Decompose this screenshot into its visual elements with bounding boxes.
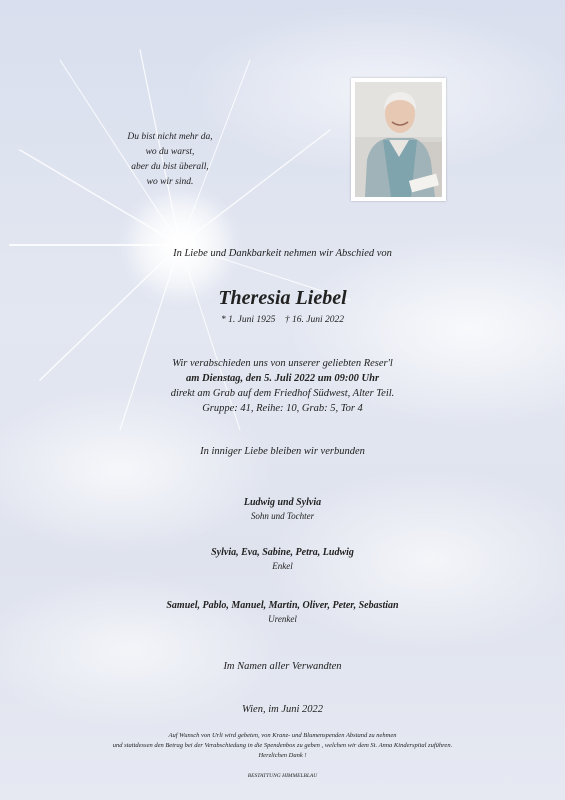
portrait-photo [351,78,446,201]
intro-text: In Liebe und Dankbarkeit nehmen wir Abschied von [173,248,392,259]
quote-line: wo wir sind. [146,177,194,187]
mourner-names: Ludwig und Sylvia [243,497,322,508]
grave-details: Gruppe: 41, Reihe: 10, Grab: 5, Tor 4 [202,403,363,414]
ceremony-date: am Dienstag, den 5. Juli 2022 um 09:00 Uhr [185,373,380,384]
closing-line: In inniger Liebe bleiben wir verbunden [200,446,365,457]
portrait-image [355,82,442,197]
farewell-line: Wir verabschieden uns von unserer geliebten Reser'l [172,358,393,369]
funeral-home: BESTATTUNG HIMMELBLAU [247,773,318,779]
mourner-names: Samuel, Pablo, Manuel, Martin, Oliver, Peter, Sebastian [166,600,399,611]
relatives-line: Im Namen aller Verwandten [223,661,342,672]
mourner-relation: Enkel [272,561,293,571]
memorial-quote [95,130,245,190]
quote-line: aber du bist überall, [131,162,209,172]
mourner-relation: Urenkel [268,614,297,624]
deceased-name: Theresia Liebel [218,287,347,309]
donation-note: Auf Wunsch von Urli wird gebeten, von Kranz- und Blumenspenden Abstand zu nehmen [168,732,397,739]
ceremony-location: direkt am Grab auf dem Friedhof Südwest, Alter Teil. [170,388,395,399]
quote-line: wo du warst, [145,147,195,157]
mourner-relation: Sohn und Tochter [250,511,315,521]
donation-note: und stattdessen den Betrag bei der Verabschiedung in die Spendenbox zu geben , welchen wir dem St. Anna Kinderspital zuführen. [112,742,453,749]
quote-line: Du bist nicht mehr da, [127,132,213,142]
place-date: Wien, im Juni 2022 [241,704,324,715]
donation-note: Herzlichen Dank ! [258,752,307,759]
mourner-names: Sylvia, Eva, Sabine, Petra, Ludwig [211,547,354,558]
life-dates: * 1. Juni 1925 † 16. Juni 2022 [221,315,344,325]
